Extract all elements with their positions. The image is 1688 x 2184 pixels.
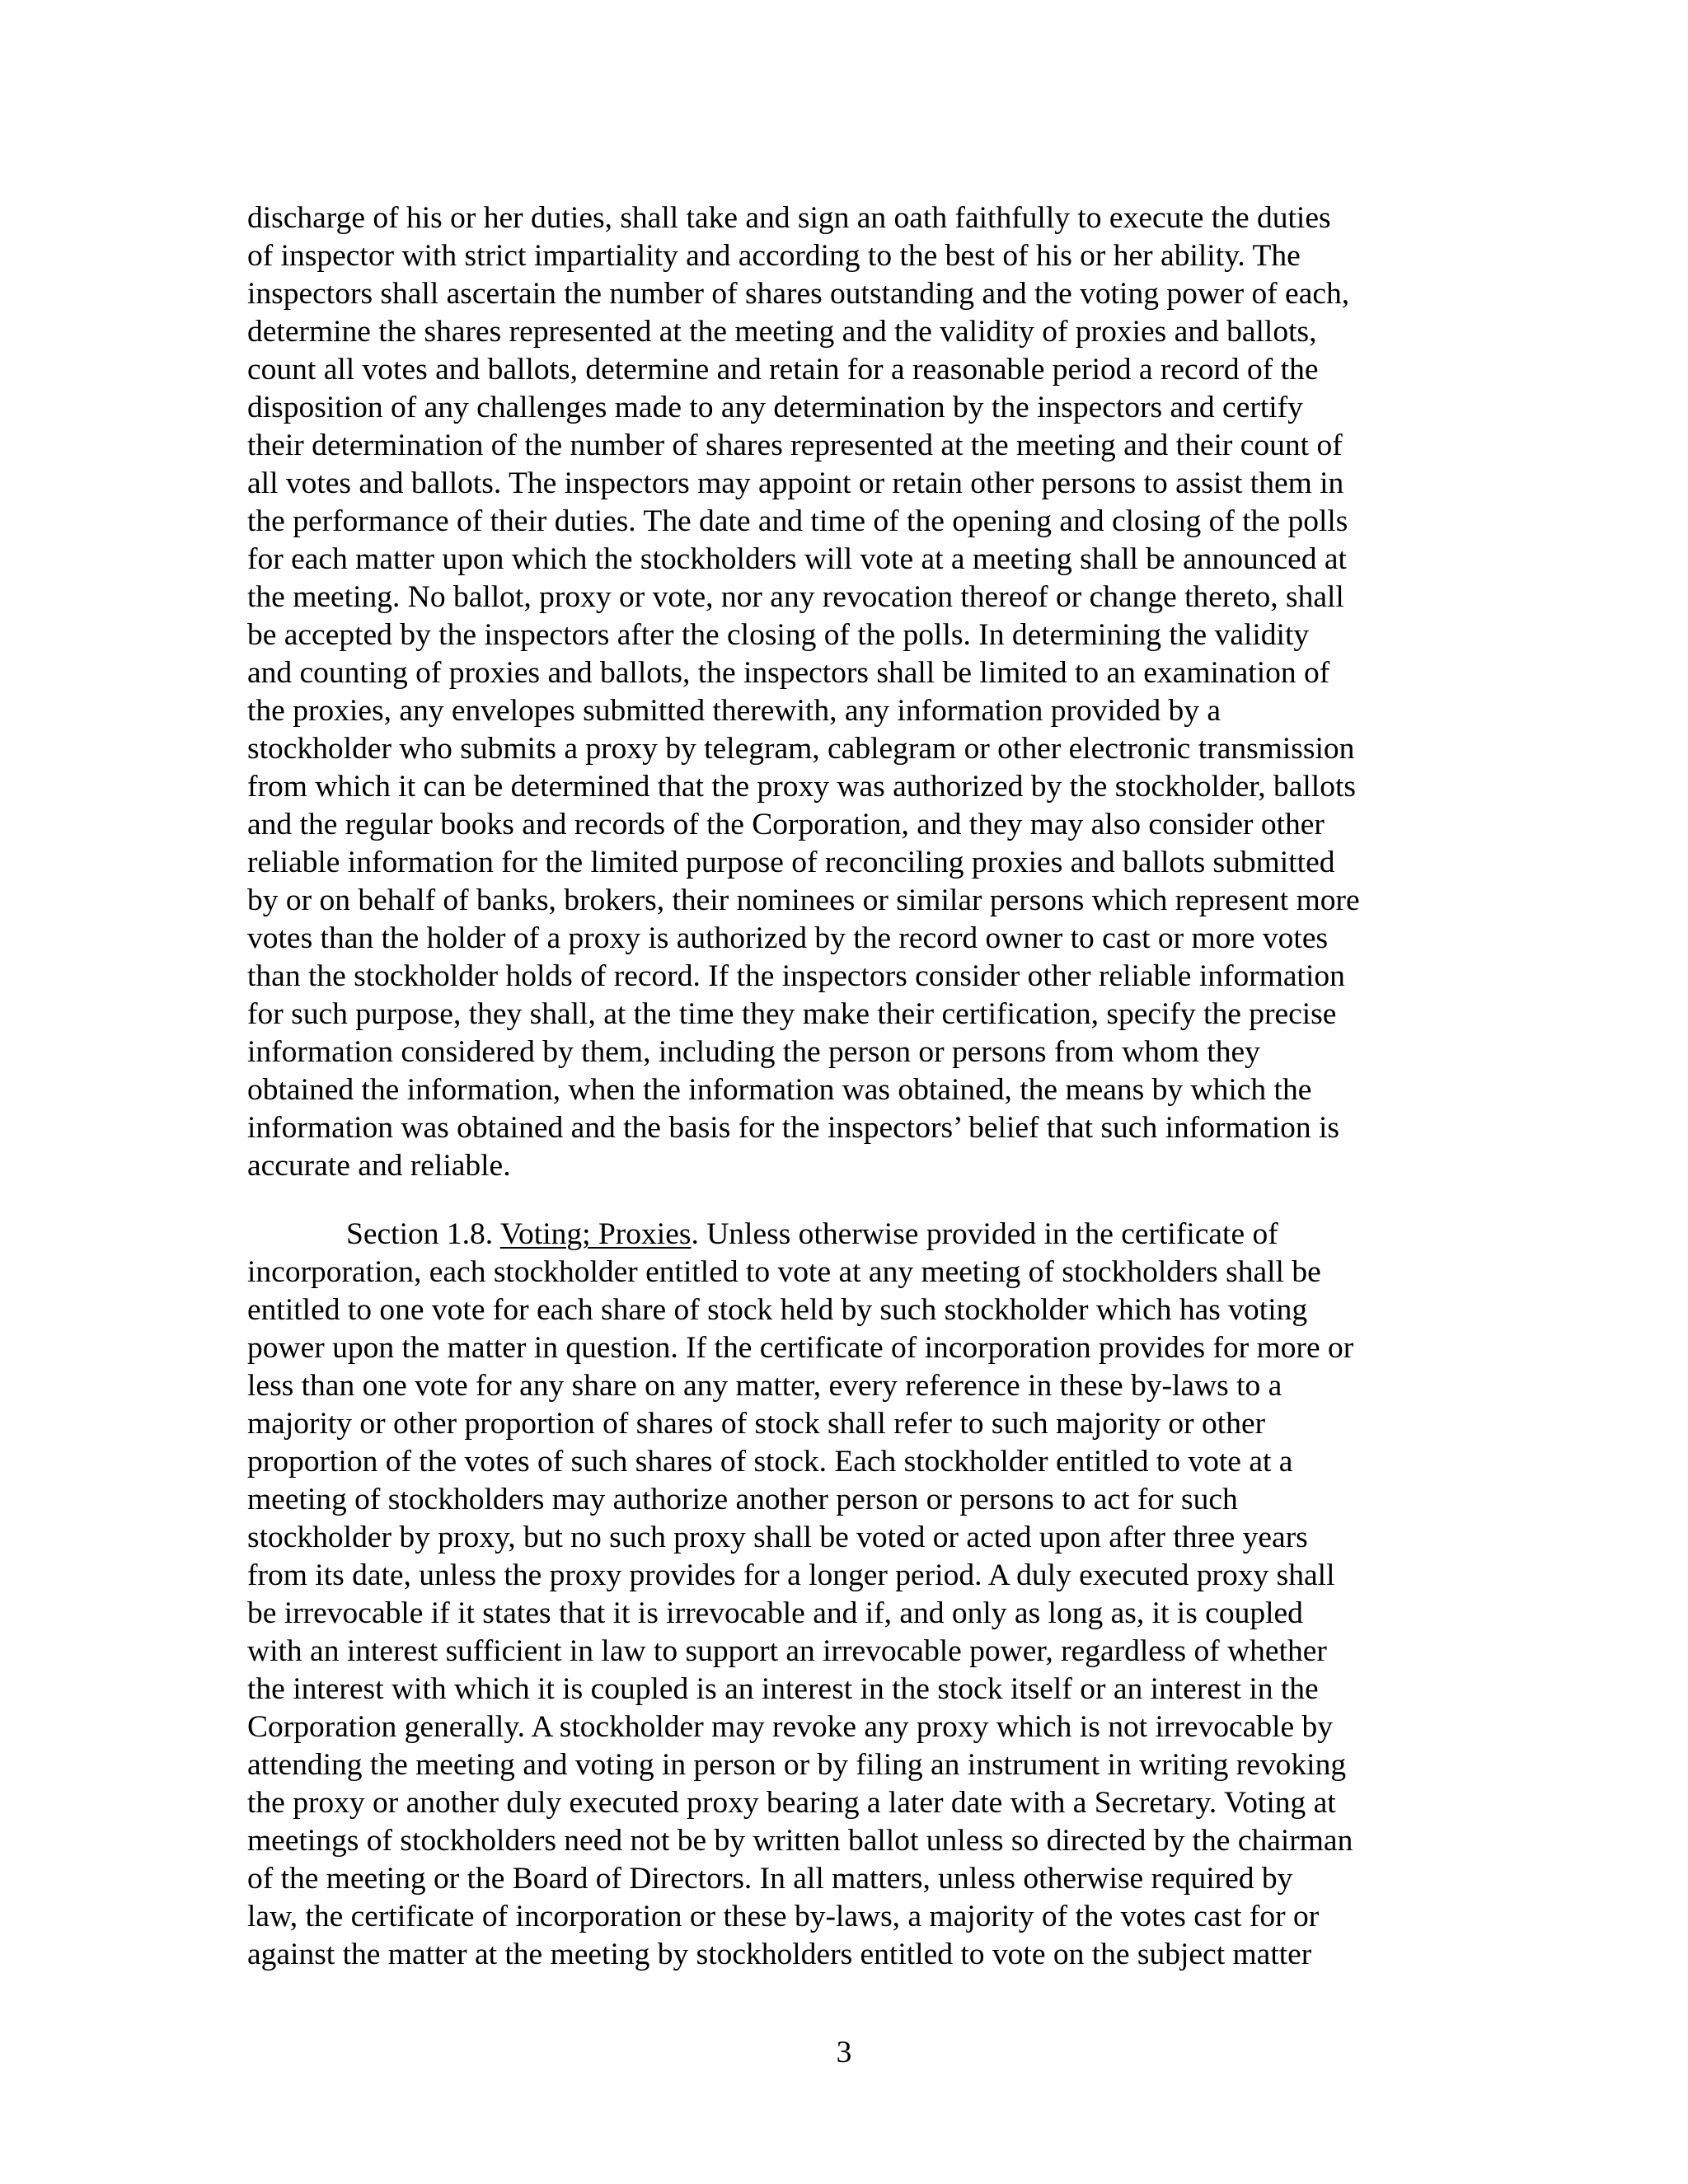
- paragraph-line: stockholder who submits a proxy by telegram, cablegram or other electronic transmission: [247, 732, 1355, 766]
- paragraph-line: incorporation, each stockholder entitled to vote at any meeting of stockholders shall be: [247, 1255, 1321, 1289]
- paragraph-line: attending the meeting and voting in person or by filing an instrument in writing revoking: [247, 1748, 1347, 1782]
- paragraph-line: from which it can be determined that the proxy was authorized by the stockholder, ballots: [247, 770, 1356, 804]
- page-number: 3: [836, 2036, 852, 2069]
- paragraph-section-1-8: [247, 1216, 1451, 1974]
- paragraph-line: obtained the information, when the information was obtained, the means by which the: [247, 1073, 1312, 1107]
- paragraph-line: law, the certificate of incorporation or these by-laws, a majority of the votes cast for or: [247, 1900, 1320, 1933]
- paragraph-line: by or on behalf of banks, brokers, their nominees or similar persons which represent more: [247, 883, 1360, 917]
- paragraph-line: for such purpose, they shall, at the time they make their certification, specify the precise: [247, 997, 1337, 1031]
- paragraph-line: disposition of any challenges made to any determination by the inspectors and certify: [247, 391, 1303, 424]
- paragraph-line: their determination of the number of shares represented at the meeting and their count of: [247, 429, 1343, 462]
- paragraph-line: inspectors shall ascertain the number of shares outstanding and the voting power of each,: [247, 277, 1350, 311]
- paragraph-line: than the stockholder holds of record. If the inspectors consider other reliable information: [247, 959, 1345, 993]
- section-heading: Voting; Proxies: [499, 1217, 692, 1251]
- section-number: Section 1.8.: [346, 1217, 494, 1251]
- section-first-line-text: . Unless otherwise provided in the certificate of: [691, 1217, 1278, 1251]
- paragraph-line: information considered by them, including the person or persons from whom they: [247, 1035, 1260, 1069]
- paragraph-line: against the matter at the meeting by stockholders entitled to vote on the subject matter: [247, 1938, 1312, 1971]
- paragraph-line: of inspector with strict impartiality and according to the best of his or her ability. The: [247, 239, 1301, 273]
- paragraph-line: proportion of the votes of such shares of stock. Each stockholder entitled to vote at a: [247, 1445, 1293, 1479]
- paragraph-inspectors-continuation: [247, 199, 1451, 1185]
- paragraph-line: the proxy or another duly executed proxy bearing a later date with a Secretary. Voting at: [247, 1786, 1336, 1820]
- paragraph-line: meetings of stockholders need not be by written ballot unless so directed by the chairman: [247, 1824, 1353, 1858]
- paragraph-line: all votes and ballots. The inspectors may appoint or retain other persons to assist them in: [247, 466, 1344, 500]
- paragraph-line: votes than the holder of a proxy is authorized by the record owner to cast or more votes: [247, 921, 1329, 955]
- section-first-line: [247, 1216, 1451, 1254]
- paragraph-line: the proxies, any envelopes submitted therewith, any information provided by a: [247, 694, 1221, 728]
- paragraph-line: Corporation generally. A stockholder may revoke any proxy which is not irrevocable by: [247, 1710, 1334, 1744]
- paragraph-line: count all votes and ballots, determine and retain for a reasonable period a record of the: [247, 353, 1319, 387]
- paragraph-line: and the regular books and records of the Corporation, and they may also consider other: [247, 808, 1325, 841]
- paragraph-line: entitled to one vote for each share of stock held by such stockholder which has voting: [247, 1293, 1308, 1327]
- paragraph-line: with an interest sufficient in law to support an irrevocable power, regardless of whether: [247, 1634, 1327, 1668]
- paragraph-line: discharge of his or her duties, shall take and sign an oath faithfully to execute the duties: [247, 201, 1331, 235]
- paragraph-line: meeting of stockholders may authorize another person or persons to act for such: [247, 1483, 1238, 1516]
- paragraph-line: be irrevocable if it states that it is irrevocable and if, and only as long as, it is coupled: [247, 1596, 1303, 1630]
- paragraph-line: and counting of proxies and ballots, the inspectors shall be limited to an examination of: [247, 656, 1330, 690]
- paragraph-line: for each matter upon which the stockholders will vote at a meeting shall be announced at: [247, 542, 1347, 576]
- paragraph-line: information was obtained and the basis for the inspectors’ belief that such information is: [247, 1111, 1340, 1145]
- paragraph-line: be accepted by the inspectors after the closing of the polls. In determining the validity: [247, 618, 1310, 652]
- paragraph-line: majority or other proportion of shares of stock shall refer to such majority or other: [247, 1407, 1266, 1441]
- paragraph-line: power upon the matter in question. If the certificate of incorporation provides for more or: [247, 1331, 1354, 1365]
- paragraph-line: reliable information for the limited purpose of reconciling proxies and ballots submitted: [247, 846, 1335, 879]
- paragraph-line: less than one vote for any share on any matter, every reference in these by-laws to a: [247, 1369, 1282, 1403]
- paragraph-line: the meeting. No ballot, proxy or vote, nor any revocation thereof or change thereto, shall: [247, 580, 1344, 614]
- paragraph-line: determine the shares represented at the meeting and the validity of proxies and ballots,: [247, 315, 1317, 349]
- paragraph-line: of the meeting or the Board of Directors. In all matters, unless otherwise required by: [247, 1862, 1293, 1896]
- paragraph-line: the performance of their duties. The date and time of the opening and closing of the polls: [247, 504, 1348, 538]
- paragraph-line: from its date, unless the proxy provides for a longer period. A duly executed proxy shall: [247, 1558, 1335, 1592]
- paragraph-line: the interest with which it is coupled is an interest in the stock itself or an interest in the: [247, 1672, 1319, 1706]
- paragraph-line: accurate and reliable.: [247, 1149, 511, 1183]
- paragraph-line: stockholder by proxy, but no such proxy shall be voted or acted upon after three years: [247, 1521, 1308, 1554]
